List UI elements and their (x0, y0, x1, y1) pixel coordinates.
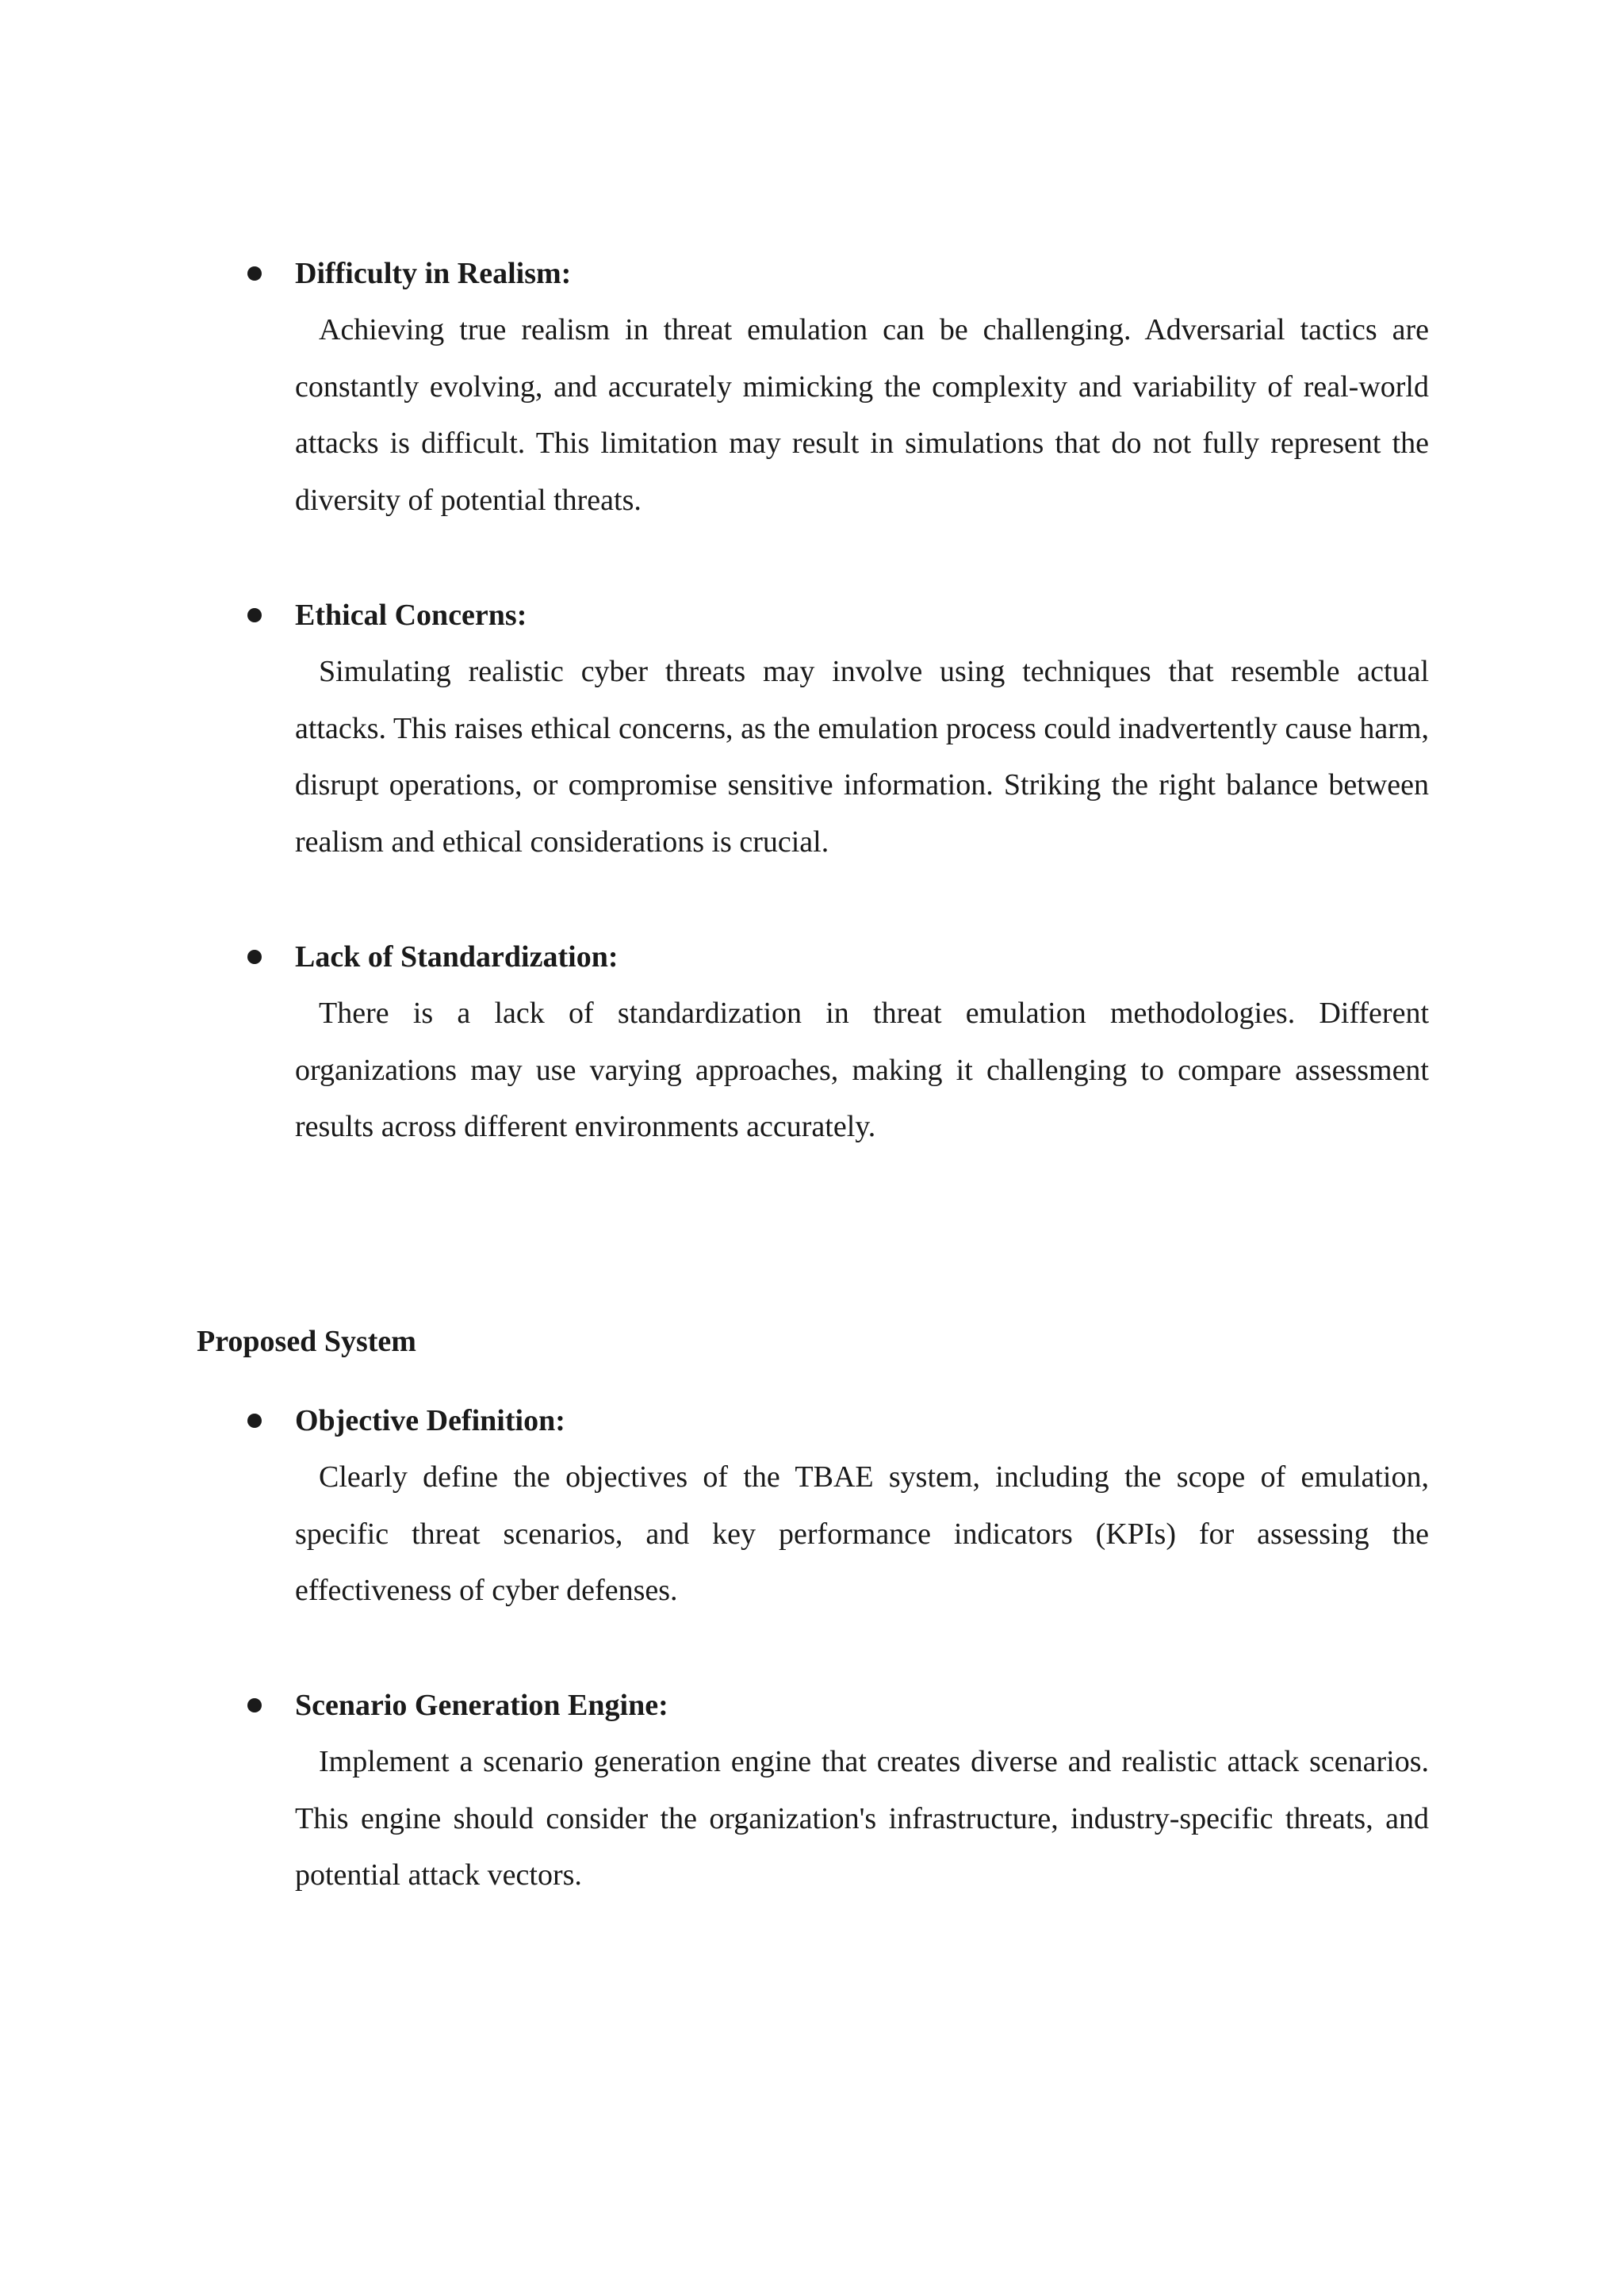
item-body: Implement a scenario generation engine that creates diverse and realistic attack scenarios. This engine should consider the organization's infrastructure, industry-specific threats, and potential attack vectors. (295, 1745, 1429, 1892)
bullet-icon (247, 1698, 262, 1712)
bullet-icon (247, 266, 262, 281)
item-body: Achieving true realism in threat emulation can be challenging. Adversarial tactics are constantly evolving, and accurately mimicking the complexity and variability of real-world attacks is difficult. This limitation may result in simulations that do not fully represent the diversity of potential threats. (295, 313, 1429, 517)
item-body: There is a lack of standardization in threat emulation methodologies. Different organizations may use varying approaches, making it challenging to compare assessment results across different environments accurately. (295, 997, 1429, 1143)
bullet-icon (247, 608, 262, 622)
item-title: Objective Definition: (295, 1404, 565, 1437)
item-title: Lack of Standardization: (295, 940, 619, 974)
item-title: Ethical Concerns: (295, 599, 527, 632)
item-title: Scenario Generation Engine: (295, 1689, 668, 1722)
item-title: Difficulty in Realism: (295, 257, 572, 290)
bullet-icon (247, 950, 262, 964)
bullet-icon (247, 1414, 262, 1428)
item-body: Simulating realistic cyber threats may involve using techniques that resemble actual attacks. This raises ethical concerns, as the emulation process could inadvertently cause harm, disrupt operations, or compromise sensitive information. Striking the right balance between realism and ethical considerations is crucial. (295, 655, 1429, 859)
item-body: Clearly define the objectives of the TBAE system, including the scope of emulation, specific threat scenarios, and key performance indicators (KPIs) for assessing the effectiveness of cyber defenses. (295, 1460, 1429, 1607)
section-heading: Proposed System (197, 1325, 416, 1358)
